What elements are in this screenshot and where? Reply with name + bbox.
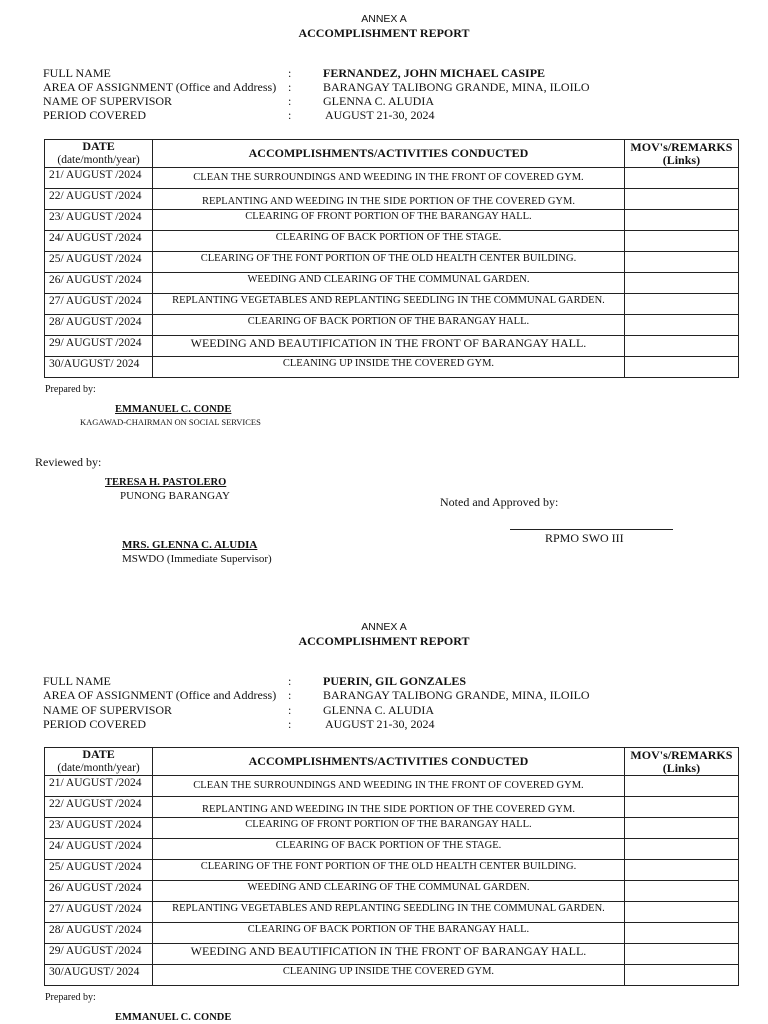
table-row [45,294,739,315]
mov-cell [624,273,738,294]
full-name-value: PUERIN, GIL GONZALES [323,674,467,688]
period-label: PERIOD COVERED [43,108,147,122]
table-row [45,860,739,881]
date-cell: 29/ AUGUST /2024 [45,944,153,965]
mov-cell [624,881,738,902]
mov-header-label: MOV's/REMARKS [630,747,733,762]
table-row [45,839,739,860]
date-cell: 23/ AUGUST /2024 [45,818,153,839]
period-label: PERIOD COVERED [43,717,147,731]
mov-cell [624,923,738,944]
full-name-label: FULL NAME [43,674,111,688]
activity-cell: WEEDING AND CLEARING OF THE COMMUNAL GARDEN. [153,273,625,294]
date-cell: 23/ AUGUST /2024 [45,210,153,231]
mov-header-label: MOV's/REMARKS [630,139,733,154]
mov-cell [624,776,738,797]
activity-cell: CLEAN THE SURROUNDINGS AND WEEDING IN THE FRONT OF COVERED GYM. [153,776,625,797]
colon: : [288,94,292,108]
activity-cell: REPLANTING VEGETABLES AND REPLANTING SEEDLING IN THE COMMUNAL GARDEN. [153,294,625,315]
date-cell: 22/ AUGUST /2024 [45,189,153,210]
colon: : [288,80,292,94]
activities-header: ACCOMPLISHMENTS/ACTIVITIES CONDUCTED [153,748,625,776]
supervisor-label: NAME OF SUPERVISOR [43,94,173,108]
date-cell: 26/ AUGUST /2024 [45,881,153,902]
table-row [45,210,739,231]
noted-approved-role: RPMO SWO III [545,531,624,545]
supervisor-sig-role: MSWDO (Immediate Supervisor) [122,553,272,565]
colon: : [288,717,292,731]
activity-cell: CLEARING OF BACK PORTION OF THE STAGE. [153,839,625,860]
supervisor-value: GLENNA C. ALUDIA [323,703,434,717]
mov-cell [624,839,738,860]
area-label: AREA OF ASSIGNMENT (Office and Address) [43,80,277,94]
table-row [45,336,739,357]
prepared-by-name: EMMANUEL C. CONDE [115,404,232,415]
supervisor-label: NAME OF SUPERVISOR [43,703,173,717]
date-cell: 27/ AUGUST /2024 [45,294,153,315]
table-row [45,902,739,923]
mov-cell [624,168,738,189]
table-row [45,273,739,294]
activity-cell: CLEANING UP INSIDE THE COVERED GYM. [153,357,625,378]
date-cell: 27/ AUGUST /2024 [45,902,153,923]
report-title: ACCOMPLISHMENT REPORT [298,26,470,40]
activity-cell: CLEARING OF THE FONT PORTION OF THE OLD HEALTH CENTER BUILDING. [153,860,625,881]
date-header-sub: (date/month/year) [57,154,140,166]
activity-cell: REPLANTING VEGETABLES AND REPLANTING SEEDLING IN THE COMMUNAL GARDEN. [153,902,625,923]
supervisor-value: GLENNA C. ALUDIA [323,94,434,108]
table-header-row [45,748,739,776]
accomplishment-table [44,139,739,378]
area-label: AREA OF ASSIGNMENT (Office and Address) [43,688,277,702]
activity-cell: REPLANTING AND WEEDING IN THE SIDE PORTION OF THE COVERED GYM. [153,797,625,818]
date-cell: 25/ AUGUST /2024 [45,860,153,881]
table-row [45,776,739,797]
period-value: AUGUST 21-30, 2024 [325,717,435,731]
activity-cell: CLEAN THE SURROUNDINGS AND WEEDING IN THE FRONT OF COVERED GYM. [153,168,625,189]
date-cell: 30/AUGUST/ 2024 [45,965,153,986]
table-row [45,797,739,818]
noted-approved-label: Noted and Approved by: [440,495,559,509]
mov-cell [624,357,738,378]
activity-cell: CLEARING OF THE FONT PORTION OF THE OLD HEALTH CENTER BUILDING. [153,252,625,273]
table-row [45,315,739,336]
supervisor-sig-name: MRS. GLENNA C. ALUDIA [122,539,258,551]
date-header-label: DATE [82,139,115,153]
activity-cell: CLEANING UP INSIDE THE COVERED GYM. [153,965,625,986]
mov-cell [624,860,738,881]
activity-cell: CLEARING OF FRONT PORTION OF THE BARANGAY HALL. [153,818,625,839]
table-row [45,231,739,252]
activity-cell: WEEDING AND CLEARING OF THE COMMUNAL GARDEN. [153,881,625,902]
mov-cell [624,315,738,336]
table-header-row [45,140,739,168]
mov-cell [624,797,738,818]
colon: : [288,688,292,702]
mov-header [624,748,738,776]
date-cell: 24/ AUGUST /2024 [45,839,153,860]
table-row [45,881,739,902]
activity-cell: CLEARING OF BACK PORTION OF THE BARANGAY HALL. [153,923,625,944]
prepared-by-label: Prepared by: [45,992,96,1003]
date-header [45,748,153,776]
prepared-by-label: Prepared by: [45,384,96,395]
mov-cell [624,336,738,357]
reviewed-by-label: Reviewed by: [35,455,102,469]
mov-cell [624,818,738,839]
colon: : [288,674,292,688]
date-cell: 21/ AUGUST /2024 [45,776,153,797]
date-header [45,140,153,168]
period-value: AUGUST 21-30, 2024 [325,108,435,122]
full-name-value: FERNANDEZ, JOHN MICHAEL CASIPE [323,66,546,80]
mov-cell [624,189,738,210]
mov-header [624,140,738,168]
accomplishment-table [44,747,739,986]
table-row [45,965,739,986]
area-value: BARANGAY TALIBONG GRANDE, MINA, ILOILO [323,688,590,702]
activity-cell: CLEARING OF BACK PORTION OF THE BARANGAY HALL. [153,315,625,336]
activities-header: ACCOMPLISHMENTS/ACTIVITIES CONDUCTED [153,140,625,168]
area-value: BARANGAY TALIBONG GRANDE, MINA, ILOILO [323,80,590,94]
activity-cell: CLEARING OF FRONT PORTION OF THE BARANGAY HALL. [153,210,625,231]
annex-label: ANNEX A [361,621,407,633]
mov-cell [624,210,738,231]
date-cell: 25/ AUGUST /2024 [45,252,153,273]
date-cell: 30/AUGUST/ 2024 [45,357,153,378]
table-row [45,252,739,273]
date-cell: 28/ AUGUST /2024 [45,923,153,944]
table-row [45,357,739,378]
date-cell: 24/ AUGUST /2024 [45,231,153,252]
annex-label: ANNEX A [361,13,407,25]
colon: : [288,703,292,717]
prepared-by-role: KAGAWAD-CHAIRMAN ON SOCIAL SERVICES [80,417,261,427]
date-cell: 29/ AUGUST /2024 [45,336,153,357]
date-cell: 22/ AUGUST /2024 [45,797,153,818]
activity-cell: CLEARING OF BACK PORTION OF THE STAGE. [153,231,625,252]
activity-cell: REPLANTING AND WEEDING IN THE SIDE PORTION OF THE COVERED GYM. [153,189,625,210]
activity-cell: WEEDING AND BEAUTIFICATION IN THE FRONT OF BARANGAY HALL. [153,336,625,357]
colon: : [288,66,292,80]
mov-cell [624,965,738,986]
date-cell: 28/ AUGUST /2024 [45,315,153,336]
table-row [45,944,739,965]
signature-line [510,529,673,530]
prepared-by-name: EMMANUEL C. CONDE [115,1012,232,1023]
date-header-label: DATE [82,747,115,761]
reviewed-by-role: PUNONG BARANGAY [120,490,230,502]
mov-cell [624,902,738,923]
report-title: ACCOMPLISHMENT REPORT [298,634,470,648]
table-row [45,168,739,189]
mov-cell [624,944,738,965]
table-row [45,189,739,210]
colon: : [288,108,292,122]
activity-cell: WEEDING AND BEAUTIFICATION IN THE FRONT OF BARANGAY HALL. [153,944,625,965]
mov-cell [624,294,738,315]
mov-cell [624,252,738,273]
table-row [45,923,739,944]
mov-header-sub: (Links) [662,760,701,775]
full-name-label: FULL NAME [43,66,111,80]
table-row [45,818,739,839]
date-header-sub: (date/month/year) [57,762,140,774]
mov-cell [624,231,738,252]
date-cell: 26/ AUGUST /2024 [45,273,153,294]
mov-header-sub: (Links) [662,152,701,167]
reviewed-by-name: TERESA H. PASTOLERO [105,477,227,488]
date-cell: 21/ AUGUST /2024 [45,168,153,189]
